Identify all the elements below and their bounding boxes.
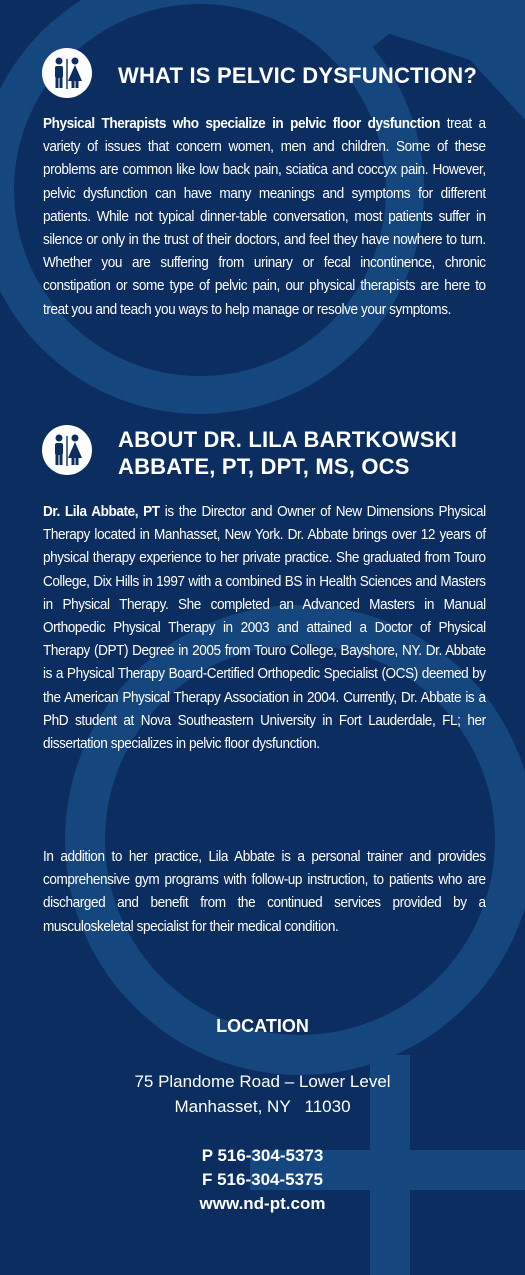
- phone-number[interactable]: P 516-304-5373: [201, 1146, 324, 1165]
- section-header-pelvic-dysfunction: [42, 48, 498, 98]
- fax-number: F 516-304-5375: [202, 1170, 323, 1189]
- heading-line-1: ABOUT DR. LILA BARTKOWSKI: [118, 427, 458, 452]
- trainer-paragraph: In addition to her practice, Lila Abbate is a personal trainer and provides comprehensive gym programs with follow-up instruction, to patients who are discharged and benefit from the continued services provided by a musculoskeletal specialist for their medical condition.: [43, 849, 486, 935]
- section-header-about-doctor: [42, 425, 498, 480]
- pelvic-dysfunction-paragraph: [43, 113, 486, 322]
- paragraph-text: treat a variety of issues that concern women, men and children. Some of these problems are common like low back pain, sciatica and coccyx pain. However, pelvic dysfunction can have many meanings and symptoms for different patients. While not typical dinner-table conversation, most patients suffer in silence or only in the trust of their doctors, and feel they have nowhere to turn. Whether you are suffering from urinary or fecal incontinence, chronic constipation or some type of pelvic pain, our physical therapists are here to treat you and teach you ways to help manage or resolve your symptoms.: [43, 116, 486, 318]
- about-doctor-paragraph: [43, 501, 486, 756]
- contact-block: [0, 1144, 525, 1216]
- address-block: [0, 1069, 525, 1119]
- paragraph-lead: Physical Therapists who specialize in pelvic floor dysfunction: [43, 116, 440, 132]
- men-women-restroom-icon: [42, 425, 92, 475]
- paragraph-text: is the Director and Owner of New Dimensions Physical Therapy located in Manhasset, New York. Dr. Abbate brings over 12 years of physical therapy experience to her private practice. She graduated from Touro College, Dix Hills in 1997 with a combined BS in Health Sciences and Masters in Physical Therapy. She completed an Advanced Masters in Manual Orthopedic Physical Therapy in 2003 and attained a Doctor of Physical Therapy (DPT) Degree in 2005 from Touro College, Bayshore, NY. Dr. Abbate is a Physical Therapy Board-Certified Orthopedic Specialist (OCS) deemed by the American Physical Therapy Association in 2004. Currently, Dr. Abbate is a PhD student at Nova Southeastern University in Fort Lauderdale, FL; her dissertation specializes in pelvic floor dysfunction.: [43, 504, 486, 753]
- paragraph-lead: Dr. Lila Abbate, PT: [43, 504, 160, 520]
- website-link[interactable]: www.nd-pt.com: [199, 1194, 326, 1213]
- heading-line-2: ABBATE, PT, DPT, MS, OCS: [118, 454, 410, 479]
- address-line-2: Manhasset, NY 11030: [174, 1097, 351, 1116]
- address-line-1: 75 Plandome Road – Lower Level: [134, 1072, 391, 1091]
- location-title: LOCATION: [216, 1016, 309, 1036]
- section-heading: WHAT IS PELVIC DYSFUNCTION?: [118, 63, 478, 88]
- section-heading: [118, 426, 498, 480]
- men-women-restroom-icon: [42, 48, 92, 98]
